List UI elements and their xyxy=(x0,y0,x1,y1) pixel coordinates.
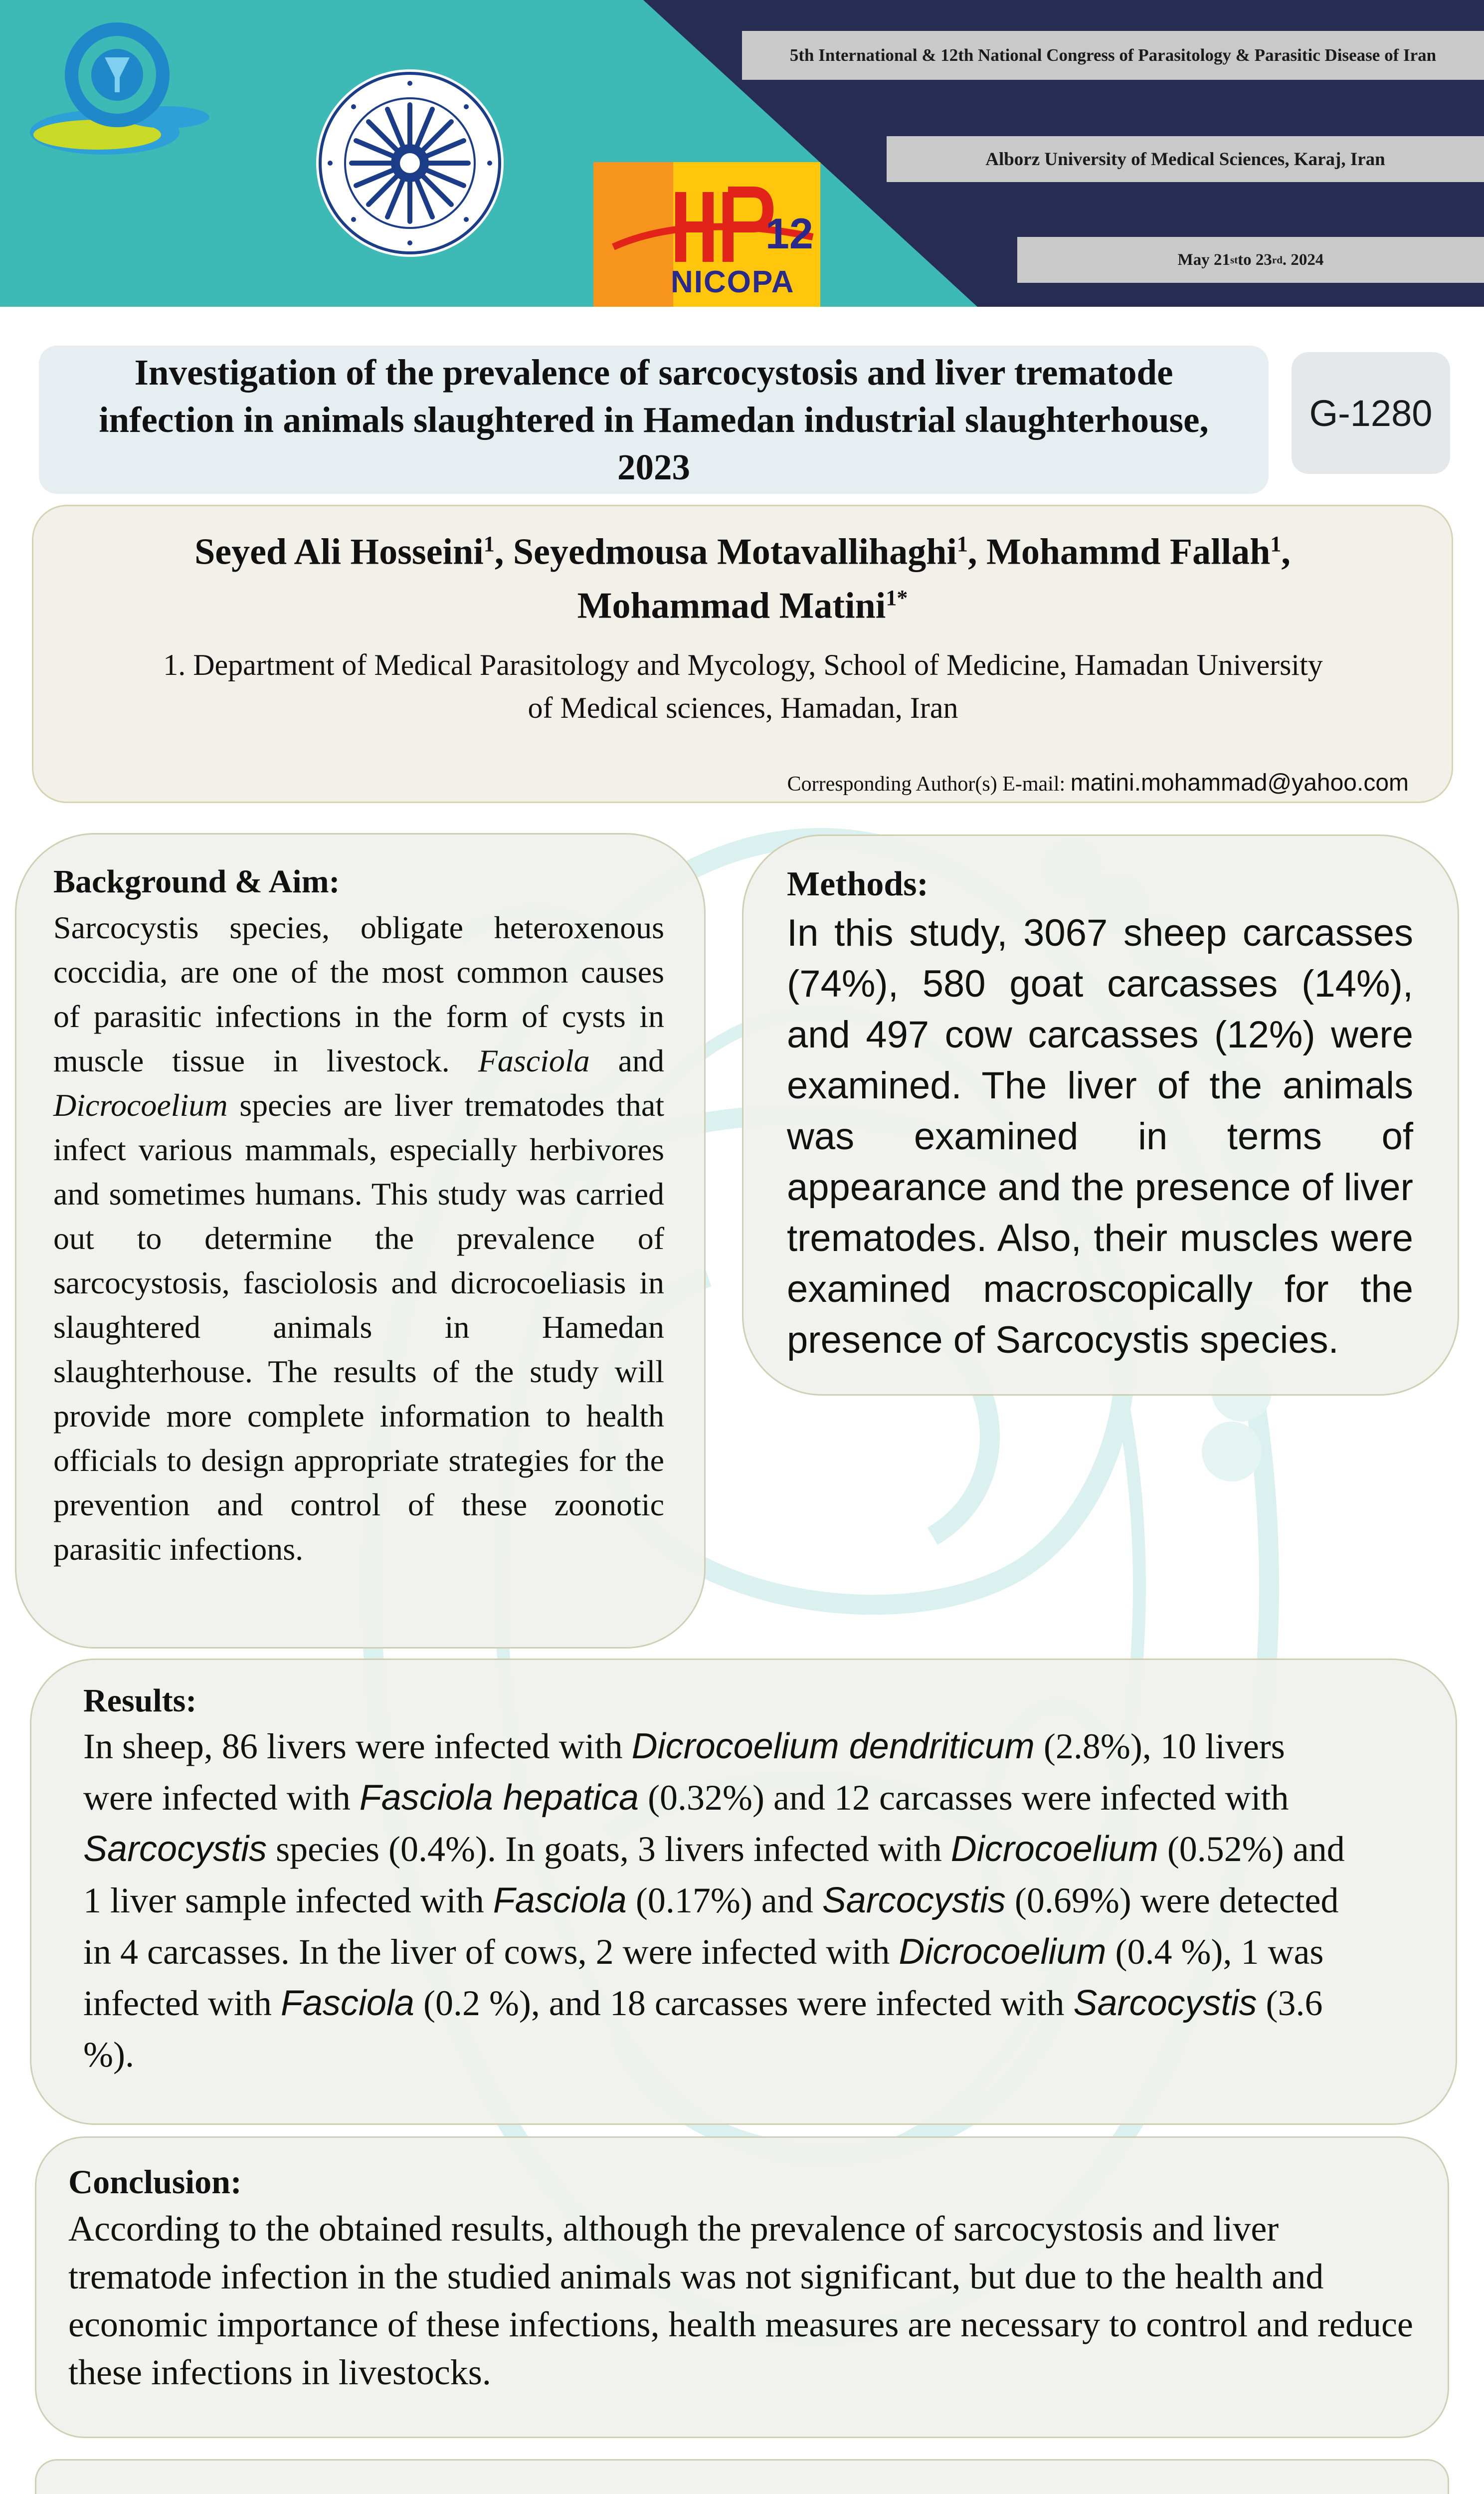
nicopa-number: 12 xyxy=(765,210,813,258)
affiliation xyxy=(65,643,1421,729)
author-affiliation-mark: 1* xyxy=(886,585,908,610)
background-heading: Background & Aim: xyxy=(53,863,340,900)
results-species: Dicrocoelium dendriticum xyxy=(631,1726,1035,1766)
background-text-3: species are liver trematodes that infect various mammals, especially herbivores and sometimes humans. This study was carried out to determine the prevalence of sarcocystosis, fasciolosis and dicrocoeliasis in slaughtered animals in Hamedan slaughterhouse. The results of the study will provide more complete information to health officials to design appropriate strategies for the prevention and control of these zoonotic parasitic infections. xyxy=(53,1087,664,1567)
email-address: matini.mohammad@yahoo.com xyxy=(1070,770,1409,796)
header-banner xyxy=(0,0,1484,307)
results-text-1: In sheep, 86 livers were infected with xyxy=(83,1726,632,1766)
results-text xyxy=(83,1721,1360,2080)
author-name: Seyedmousa Motavallihaghi xyxy=(513,531,957,573)
results-text-7: (0.69%) were detected in 4 carcasses. In the liver of cows, 2 were infected with xyxy=(83,1880,1339,1972)
conclusion-text: According to the obtained results, although the prevalence of sarcocystosis and liver trematode infection in the studied animals was not significant, but due to the health and economic importance of these infections, health measures are necessary to control and reduce these infections in livestocks. xyxy=(68,2209,1413,2392)
email-label: Corresponding Author(s) E-mail: xyxy=(787,773,1071,796)
poster-title: Investigation of the prevalence of sarcocystosis and liver trematode infection in animals slaughtered in Hamedan industrial slaughterhouse, 2023 xyxy=(99,352,1209,487)
results-species: Fasciola hepatica xyxy=(359,1778,639,1818)
results-text-10: (3.6 %). xyxy=(83,1983,1323,2075)
society-seal-icon xyxy=(314,67,506,259)
background-text xyxy=(53,905,664,1571)
results-species: Sarcocystis xyxy=(822,1880,1006,1920)
background-text-2: and xyxy=(589,1043,665,1078)
author-separator: , xyxy=(494,531,513,573)
congress-name-bar: 5th International & 12th National Congress of Parasitology & Parasitic Disease of Iran xyxy=(742,31,1484,80)
affiliation-line-1: 1. Department of Medical Parasitology and Mycology, School of Medicine, Hamadan University xyxy=(163,648,1323,681)
results-text-6: (0.17%) and xyxy=(626,1880,822,1920)
date-text-1: May 21 xyxy=(1177,250,1230,269)
results-heading: Results: xyxy=(83,1682,197,1719)
author-affiliation-mark: 1 xyxy=(1270,532,1282,556)
title-box xyxy=(39,346,1269,494)
date-bar xyxy=(1017,237,1484,283)
results-text-8: (0.4 %), 1 was infected with xyxy=(83,1932,1324,2023)
results-species: Sarcocystis xyxy=(1073,1983,1257,2023)
author-separator: , xyxy=(1281,531,1291,573)
date-text-2: to 23 xyxy=(1238,250,1272,269)
keywords-section xyxy=(35,2459,1449,2494)
results-species: Fasciola xyxy=(280,1983,414,2023)
results-text-3: (0.32%) and 12 carcasses were infected with xyxy=(639,1778,1289,1818)
background-italic-fasciola: Fasciola xyxy=(478,1043,590,1078)
author-affiliation-mark: 1 xyxy=(956,532,968,556)
results-species: Sarcocystis xyxy=(83,1829,267,1869)
author-separator: , xyxy=(967,531,986,573)
background-italic-dicrocoelium: Dicrocoelium xyxy=(53,1087,228,1123)
results-text-5: (0.52%) and 1 liver sample infected with xyxy=(83,1829,1345,1920)
date-text-3: . 2024 xyxy=(1282,250,1324,269)
nicopa-logo xyxy=(593,162,820,307)
affiliation-line-2: of Medical sciences, Hamadan, Iran xyxy=(528,691,958,724)
congress-logo-icon xyxy=(22,15,232,175)
venue-bar: Alborz University of Medical Sciences, Karaj, Iran xyxy=(887,136,1484,182)
date-sup-2: rd xyxy=(1272,253,1283,266)
results-text-9: (0.2 %), and 18 carcasses were infected with xyxy=(414,1983,1074,2023)
poster-code-badge: G-1280 xyxy=(1292,352,1450,474)
author-name: Seyed Ali Hosseini xyxy=(194,531,484,573)
background-text-1: Sarcocystis species, obligate heteroxenous coccidia, are one of the most common causes of parasitic infections in the form of cysts in muscle tissue in livestock. xyxy=(53,910,664,1078)
results-species: Fasciola xyxy=(493,1880,627,1920)
author-name: Mohammd Fallah xyxy=(986,531,1271,573)
results-species: Dicrocoelium xyxy=(899,1932,1107,1972)
author-list xyxy=(32,521,1453,628)
results-text-2: (2.8%), 10 livers were infected with xyxy=(83,1726,1285,1818)
corresponding-email xyxy=(598,768,1409,799)
methods-text: In this study, 3067 sheep carcasses (74%), 580 goat carcasses (14%), and 497 cow carcasses (12%) were examined. The liver of the animals was examined in terms of appearance and the presence of liver trematodes. Also, their muscles were examined macroscopically for the presence of Sarcocystis species. xyxy=(787,912,1413,1361)
methods-heading: Methods: xyxy=(787,865,928,903)
results-text-4: species (0.4%). In goats, 3 livers infected with xyxy=(267,1829,951,1869)
nicopa-label: NICOPA xyxy=(671,265,795,299)
date-sup-1: st xyxy=(1230,253,1238,266)
results-species: Dicrocoelium xyxy=(950,1829,1158,1869)
conclusion-heading: Conclusion: xyxy=(68,2163,242,2201)
author-affiliation-mark: 1 xyxy=(483,532,495,556)
author-name: Mohammad Matini xyxy=(577,585,886,626)
